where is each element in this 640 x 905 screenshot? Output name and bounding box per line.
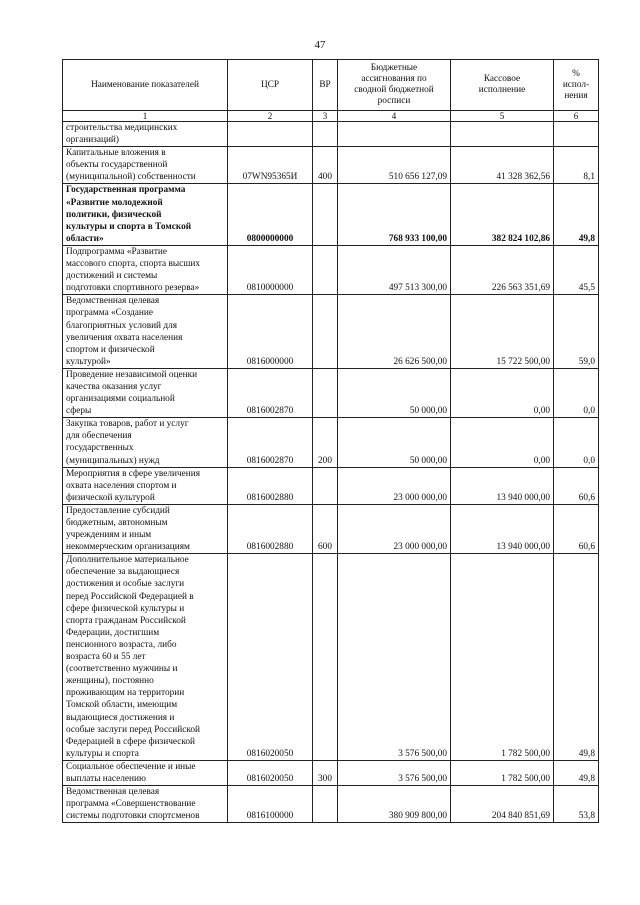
cell-cash [451, 122, 554, 147]
cell-name: Подпрограмма «Развитие массового спорта, спорта высших достижений и системы подготовки спортивного резерва» [63, 245, 228, 294]
table-row [63, 295, 599, 369]
cell-name: Мероприятия в сфере увеличения охвата населения спортом и физической культурой [63, 467, 228, 504]
cell-percent: 0,0 [554, 368, 599, 417]
table-row [63, 245, 599, 294]
cell-budget: 50 000,00 [338, 368, 451, 417]
header-row [63, 60, 599, 111]
cell-percent: 0,0 [554, 418, 599, 467]
table-row [63, 368, 599, 417]
cell-percent: 49,8 [554, 554, 599, 761]
cell-csr: 0816100000 [228, 786, 313, 823]
header-percent: % испол- нения [554, 60, 599, 111]
column-number: 1 [63, 111, 228, 122]
cell-csr: 0816000000 [228, 295, 313, 369]
cell-name: Ведомственная целевая программа «Совершенствование системы подготовки спортсменов [63, 786, 228, 823]
table-row [63, 418, 599, 467]
cell-name: Капитальные вложения в объекты государственной (муниципальной) собственности [63, 147, 228, 184]
cell-cash: 13 940 000,00 [451, 504, 554, 553]
cell-percent: 49,8 [554, 760, 599, 785]
cell-budget: 50 000,00 [338, 418, 451, 467]
cell-vr [313, 184, 338, 245]
cell-budget: 380 909 800,00 [338, 786, 451, 823]
table-row [63, 467, 599, 504]
cell-csr: 0800000000 [228, 184, 313, 245]
cell-percent: 45,5 [554, 245, 599, 294]
header-vr: ВР [313, 60, 338, 111]
cell-vr [313, 245, 338, 294]
cell-csr: 0816002870 [228, 368, 313, 417]
cell-vr [313, 786, 338, 823]
cell-cash: 0,00 [451, 368, 554, 417]
cell-percent: 60,6 [554, 467, 599, 504]
cell-cash: 1 782 500,00 [451, 554, 554, 761]
header-budget: Бюджетные ассигнования по сводной бюджетной росписи [338, 60, 451, 111]
cell-cash: 382 824 102,86 [451, 184, 554, 245]
cell-cash: 41 328 362,56 [451, 147, 554, 184]
cell-budget: 497 513 300,00 [338, 245, 451, 294]
cell-csr: 0816020050 [228, 760, 313, 785]
cell-name: Дополнительное материальное обеспечение за выдающиеся достижения и особые заслуги перед Российской Федерацией в сфере физической культуры и спорта гражданам Российской Федерации, достигшим пенсионного возраста, либо возраста 60 и 55 лет (соответственно мужчины и женщины), постоянно проживающим на территории Томской области, имеющим выдающиеся достижения и особые заслуги перед Российской Федерацией в сфере физической культуры и спорта [63, 554, 228, 761]
cell-csr: 0810000000 [228, 245, 313, 294]
table-row [63, 184, 599, 245]
cell-name: Государственная программа «Развитие молодежной политики, физической культуры и спорта в Томской области» [63, 184, 228, 245]
header-cash: Кассовое исполнение [451, 60, 554, 111]
cell-cash: 0,00 [451, 418, 554, 467]
table-row [63, 504, 599, 553]
header-csr: ЦСР [228, 60, 313, 111]
cell-vr [313, 295, 338, 369]
cell-vr [313, 467, 338, 504]
cell-csr [228, 122, 313, 147]
cell-name: Предоставление субсидий бюджетным, автономным учреждениям и иным некоммерческим организациям [63, 504, 228, 553]
cell-vr: 400 [313, 147, 338, 184]
table-row [63, 760, 599, 785]
cell-cash: 226 563 351,69 [451, 245, 554, 294]
cell-percent: 60,6 [554, 504, 599, 553]
cell-csr: 07WN95365И [228, 147, 313, 184]
cell-cash: 204 840 851,69 [451, 786, 554, 823]
table-row [63, 147, 599, 184]
cell-cash: 1 782 500,00 [451, 760, 554, 785]
cell-csr: 0816020050 [228, 554, 313, 761]
table-row [63, 786, 599, 823]
cell-csr: 0816002880 [228, 504, 313, 553]
cell-budget: 3 576 500,00 [338, 760, 451, 785]
cell-percent: 49,8 [554, 184, 599, 245]
column-number-row [63, 111, 599, 122]
cell-budget: 3 576 500,00 [338, 554, 451, 761]
page-number: 47 [314, 39, 326, 51]
cell-csr: 0816002870 [228, 418, 313, 467]
cell-vr [313, 368, 338, 417]
cell-cash: 13 940 000,00 [451, 467, 554, 504]
cell-name: Социальное обеспечение и иные выплаты населению [63, 760, 228, 785]
cell-budget: 510 656 127,09 [338, 147, 451, 184]
cell-vr: 200 [313, 418, 338, 467]
cell-budget: 768 933 100,00 [338, 184, 451, 245]
cell-vr [313, 122, 338, 147]
cell-name: Проведение независимой оценки качества оказания услуг организациями социальной сферы [63, 368, 228, 417]
column-number: 4 [338, 111, 451, 122]
column-number: 6 [554, 111, 599, 122]
cell-percent: 59,0 [554, 295, 599, 369]
cell-percent [554, 122, 599, 147]
table-body [63, 122, 599, 823]
cell-budget: 23 000 000,00 [338, 504, 451, 553]
cell-cash: 15 722 500,00 [451, 295, 554, 369]
cell-percent: 53,8 [554, 786, 599, 823]
table-row [63, 554, 599, 761]
column-number: 2 [228, 111, 313, 122]
cell-vr: 300 [313, 760, 338, 785]
cell-csr: 0816002880 [228, 467, 313, 504]
cell-budget: 26 626 500,00 [338, 295, 451, 369]
cell-budget: 23 000 000,00 [338, 467, 451, 504]
cell-name: строительства медицинских организаций) [63, 122, 228, 147]
column-number: 5 [451, 111, 554, 122]
column-number: 3 [313, 111, 338, 122]
table-row [63, 122, 599, 147]
budget-execution-table [62, 59, 599, 823]
cell-vr: 600 [313, 504, 338, 553]
cell-vr [313, 554, 338, 761]
cell-name: Ведомственная целевая программа «Создание благоприятных условий для увеличения охвата населения спортом и физической культурой» [63, 295, 228, 369]
cell-budget [338, 122, 451, 147]
header-name: Наименование показателей [63, 60, 228, 111]
cell-percent: 8,1 [554, 147, 599, 184]
cell-name: Закупка товаров, работ и услуг для обеспечения государственных (муниципальных) нужд [63, 418, 228, 467]
